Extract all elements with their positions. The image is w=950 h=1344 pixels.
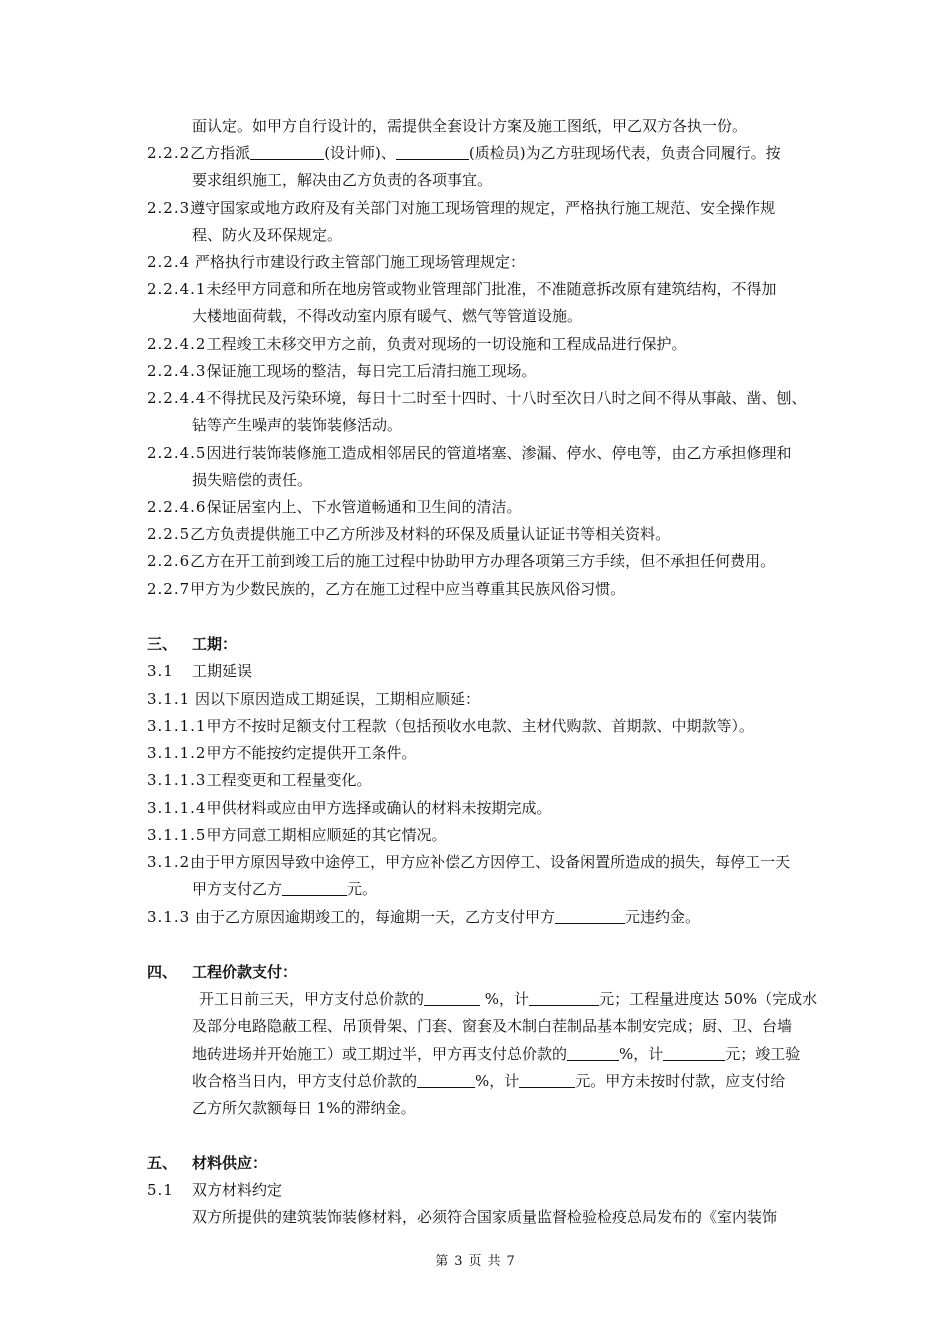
blank-field [529, 989, 599, 1006]
clause-number: 2.2.4.5 [147, 444, 207, 462]
clause-number: 3.1 [147, 662, 174, 680]
blank-field [417, 1071, 475, 1088]
clause-number: 3.1.1.1 [147, 717, 207, 735]
clause-text: 元违约金。 [624, 908, 700, 926]
paragraph-text: %，计 [484, 990, 530, 1008]
paragraph-text: 元；竣工验 [725, 1045, 801, 1063]
paragraph-text: 地砖进场并开始施工）或工期过半，甲方再支付总价款的 [192, 1045, 568, 1063]
section-number: 三、 [147, 635, 178, 653]
clause-text: 工程竣工未移交甲方之前，负责对现场的一切设施和工程成品进行保护。 [206, 335, 687, 353]
paragraph-text: 开工日前三天，甲方支付总价款的 [199, 990, 425, 1008]
total-label: 共 [487, 1254, 501, 1269]
text-line [192, 876, 377, 903]
clause-text: 保证居室内上、下水管道畅通和卫生间的清洁。 [206, 498, 522, 516]
clause-number: 3.1.1.3 [147, 771, 207, 789]
clause-number: 3.1.1.5 [147, 826, 207, 844]
clause-text: 保证施工现场的整洁，每日完工后清扫施工现场。 [206, 362, 537, 380]
section-title: 工程价款支付： [192, 963, 298, 981]
section-number: 五、 [147, 1154, 178, 1172]
clause-text: 工期延误 [192, 662, 253, 680]
clause-text: 严格执行市建设行政主管部门施工现场管理规定： [194, 253, 525, 271]
blank-field [396, 143, 469, 160]
clause-text: 甲方不能按约定提供开工条件。 [206, 744, 417, 762]
clause-3-1-2 [147, 849, 790, 876]
clause-2-2-4-2 [147, 331, 687, 358]
clause-text: 由于甲方原因导致中途停工，甲方应补偿乙方因停工、设备闲置所造成的损失，每停工一天 [190, 853, 791, 871]
clause-text: 甲方支付乙方 [192, 880, 283, 898]
text-line: 程、防火及环保规定。 [192, 226, 343, 244]
clause-2-2-4-6 [147, 494, 522, 521]
clause-number: 2.2.5 [147, 525, 191, 543]
text-line [192, 1068, 785, 1095]
clause-number: 2.2.4.3 [147, 362, 207, 380]
blank-field [567, 1044, 619, 1061]
clause-number: 3.1.2 [147, 853, 191, 871]
text-line: 大楼地面荷载，不得改动室内原有暖气、燃气等管道设施。 [192, 307, 583, 325]
clause-3-1-3 [147, 904, 700, 931]
total-pages: 7 [506, 1254, 515, 1269]
clause-2-2-4-1 [147, 276, 777, 303]
clause-text: 遵守国家或地方政府及有关部门对施工现场管理的规定，严格执行施工规范、安全操作规 [190, 199, 776, 217]
blank-field [519, 1071, 575, 1088]
clause-text: 工程变更和工程量变化。 [206, 771, 372, 789]
clause-number: 2.2.4 [147, 253, 191, 271]
clause-number: 2.2.4.6 [147, 498, 207, 516]
paragraph-text: 收合格当日内，甲方支付总价款的 [192, 1072, 418, 1090]
clause-text: 因以下原因造成工期延误，工期相应顺延： [194, 690, 480, 708]
text-line: 损失赔偿的责任。 [192, 471, 313, 489]
section-number: 四、 [147, 963, 178, 981]
clause-text: 乙方负责提供施工中乙方所涉及材料的环保及质量认证证书等相关资料。 [190, 525, 671, 543]
clause-number: 2.2.4.4 [147, 389, 207, 407]
clause-3-1-1-1 [147, 713, 754, 740]
paragraph-text: 元。甲方未按时付款，应支付给 [575, 1072, 786, 1090]
clause-text: 不得扰民及污染环境，每日十二时至十四时、十八时至次日八时之间不得从事敲、凿、刨、 [206, 389, 807, 407]
clause-number: 2.2.7 [147, 580, 191, 598]
section-title: 材料供应： [192, 1154, 268, 1172]
page-label: 第 [435, 1254, 449, 1269]
clause-3-1-1-5 [147, 822, 447, 849]
text-line [199, 986, 817, 1013]
clause-2-2-2 [147, 140, 781, 167]
clause-text: 甲方同意工期相应顺延的其它情况。 [206, 826, 447, 844]
blank-field [555, 907, 625, 924]
clause-text: 甲方不按时足额支付工程款（包括预收水电款、主材代购款、首期款、中期款等）。 [206, 717, 754, 735]
clause-number: 2.2.4.1 [147, 280, 207, 298]
text-line [192, 1041, 800, 1068]
text-line: 双方所提供的建筑装饰装修材料，必须符合国家质量监督检验检疫总局发布的《室内装饰 [192, 1208, 778, 1226]
text-line: 及部分电路隐蔽工程、吊顶骨架、门套、窗套及木制白茬制品基本制安完成；厨、卫、台墙 [192, 1017, 793, 1035]
clause-text: 乙方指派 [190, 144, 251, 162]
page-number: 3 [454, 1254, 463, 1269]
clause-2-2-4-5 [147, 440, 792, 467]
text-line: 要求组织施工，解决由乙方负责的各项事宜。 [192, 171, 493, 189]
clause-text: 因进行装饰装修施工造成相邻居民的管道堵塞、渗漏、停水、停电等，由乙方承担修理和 [206, 444, 792, 462]
blank-field [424, 989, 480, 1006]
clause-3-1-1-3 [147, 767, 372, 794]
clause-3-1 [147, 658, 174, 685]
paragraph-text: %，计 [475, 1072, 520, 1090]
clause-2-2-6 [147, 548, 775, 575]
clause-2-2-4-3 [147, 358, 537, 385]
clause-text: 甲方为少数民族的，乙方在施工过程中应当尊重其民族风俗习惯。 [190, 580, 626, 598]
clause-2-2-5 [147, 521, 670, 548]
clause-text: 元。 [347, 880, 378, 898]
page-footer [0, 1248, 950, 1275]
clause-5-1 [147, 1177, 174, 1204]
text-line: 乙方所欠款额每日 1%的滞纳金。 [192, 1099, 416, 1117]
paragraph-text: 元；工程量进度达 50%（完成水 [599, 990, 818, 1008]
clause-3-1-1-2 [147, 740, 417, 767]
clause-2-2-4 [147, 249, 525, 276]
clause-text: (设计师)、 [324, 144, 396, 162]
clause-number: 5.1 [147, 1181, 174, 1199]
clause-number: 3.1.1.4 [147, 799, 207, 817]
text-line: 面认定。如甲方自行设计的，需提供全套设计方案及施工图纸，甲乙双方各执一份。 [192, 117, 748, 135]
blank-field [663, 1044, 725, 1061]
clause-2-2-3 [147, 195, 775, 222]
page-unit: 页 [468, 1254, 482, 1269]
clause-2-2-4-4 [147, 385, 807, 412]
clause-text: 未经甲方同意和所在地房管或物业管理部门批准，不准随意拆改原有建筑结构，不得加 [206, 280, 777, 298]
text-line: 钻等产生噪声的装饰装修活动。 [192, 416, 403, 434]
clause-number: 3.1.3 [147, 908, 191, 926]
paragraph-text: %，计 [619, 1045, 664, 1063]
clause-number: 3.1.1.2 [147, 744, 207, 762]
clause-text: 由于乙方原因逾期竣工的，每逾期一天，乙方支付甲方 [194, 908, 555, 926]
clause-text: 甲供材料或应由甲方选择或确认的材料未按期完成。 [206, 799, 552, 817]
clause-number: 2.2.2 [147, 144, 191, 162]
clause-number: 2.2.4.2 [147, 335, 207, 353]
blank-field [282, 879, 347, 896]
clause-number: 2.2.6 [147, 552, 191, 570]
clause-text: (质检员)为乙方驻现场代表，负责合同履行。按 [468, 144, 781, 162]
clause-2-2-7 [147, 576, 625, 603]
clause-number: 3.1.1 [147, 690, 191, 708]
clause-3-1-1 [147, 686, 480, 713]
section-title: 工期： [192, 635, 238, 653]
clause-number: 2.2.3 [147, 199, 191, 217]
clause-3-1-1-4 [147, 795, 552, 822]
blank-field [250, 143, 324, 160]
clause-text: 乙方在开工前到竣工后的施工过程中协助甲方办理各项第三方手续，但不承担任何费用。 [190, 552, 776, 570]
clause-text: 双方材料约定 [192, 1181, 283, 1199]
